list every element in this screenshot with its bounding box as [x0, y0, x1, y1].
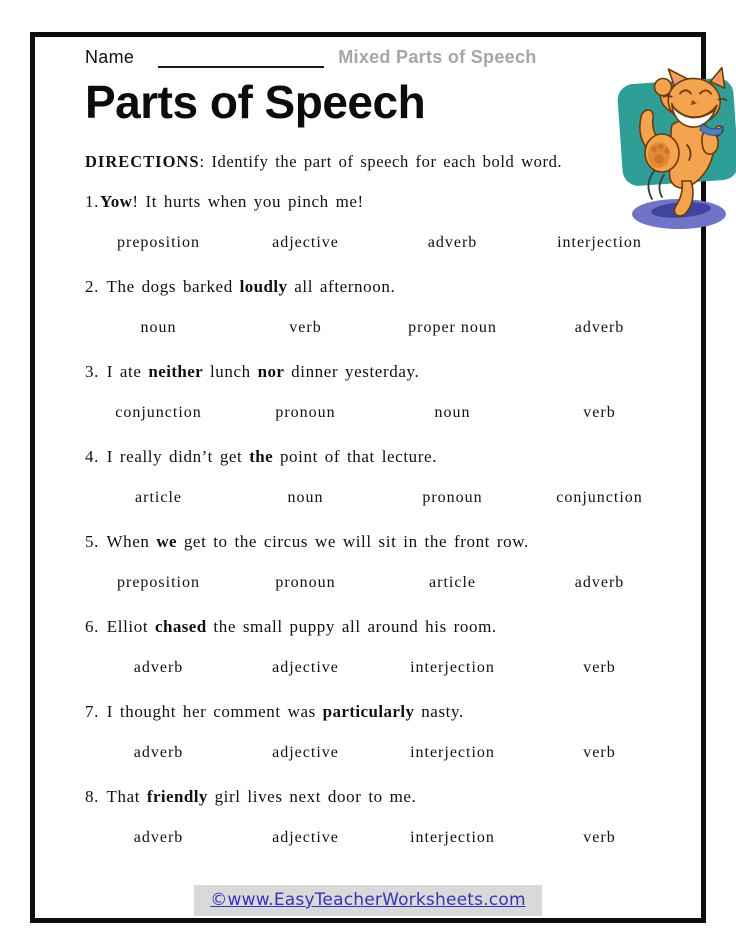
question-number: 3. [85, 362, 99, 381]
answer-option[interactable]: pronoun [422, 489, 483, 506]
answer-option[interactable]: verb [583, 829, 616, 846]
question-text: That friendly girl lives next door to me. [99, 787, 417, 806]
answer-option[interactable]: interjection [410, 744, 495, 761]
footer [35, 885, 701, 916]
answer-option[interactable]: article [135, 489, 182, 506]
answer-option[interactable]: preposition [117, 574, 200, 591]
answer-options [85, 319, 673, 337]
answer-option[interactable]: interjection [557, 234, 642, 251]
question-number: 1. [85, 192, 99, 211]
answer-option[interactable]: pronoun [275, 404, 336, 421]
worksheet-subtitle: Mixed Parts of Speech [338, 47, 537, 67]
answer-option[interactable]: adverb [574, 319, 625, 336]
question-block [85, 362, 673, 447]
answer-option[interactable]: proper noun [408, 319, 497, 336]
question-text: I ate neither lunch nor dinner yesterday. [99, 362, 420, 381]
question-number: 4. [85, 447, 99, 466]
answer-option[interactable]: pronoun [275, 574, 336, 591]
answer-option[interactable]: verb [583, 404, 616, 421]
header-row [85, 47, 681, 68]
question-number: 7. [85, 702, 99, 721]
directions-label: DIRECTIONS [85, 152, 200, 171]
answer-option[interactable]: adverb [133, 829, 184, 846]
answer-option[interactable]: conjunction [115, 404, 202, 421]
question-sentence [85, 532, 673, 552]
jumping-cat-illustration [608, 65, 736, 237]
answer-option[interactable]: adverb [574, 574, 625, 591]
question-block [85, 192, 673, 277]
answer-options [85, 234, 673, 252]
answer-option[interactable]: adjective [272, 744, 339, 761]
answer-option[interactable]: adverb [427, 234, 478, 251]
question-sentence [85, 362, 673, 382]
question-sentence [85, 447, 673, 467]
question-text: The dogs barked loudly all afternoon. [99, 277, 396, 296]
answer-option[interactable]: interjection [410, 659, 495, 676]
footer-link[interactable]: ©www.EasyTeacherWorksheets.com [210, 890, 526, 910]
directions-line [85, 152, 585, 172]
directions-text: : Identify the part of speech for each bold word. [199, 152, 563, 171]
question-text: Elliot chased the small puppy all around his room. [99, 617, 497, 636]
answer-options [85, 404, 673, 422]
question-sentence [85, 787, 673, 807]
answer-options [85, 574, 673, 592]
answer-options [85, 659, 673, 677]
answer-options [85, 829, 673, 847]
name-input-line[interactable] [158, 48, 324, 68]
questions-list [85, 192, 673, 872]
question-text: Yow! It hurts when you pinch me! [99, 192, 364, 211]
answer-option[interactable]: noun [140, 319, 177, 336]
page-title: Parts of Speech [85, 76, 426, 128]
question-text: I thought her comment was particularly nasty. [99, 702, 464, 721]
answer-option[interactable]: interjection [410, 829, 495, 846]
answer-option[interactable]: adverb [133, 744, 184, 761]
answer-option[interactable]: preposition [117, 234, 200, 251]
answer-option[interactable]: verb [289, 319, 322, 336]
question-sentence [85, 277, 673, 297]
question-text: I really didn’t get the point of that lecture. [99, 447, 438, 466]
answer-option[interactable]: noun [287, 489, 324, 506]
question-block [85, 447, 673, 532]
question-number: 6. [85, 617, 99, 636]
question-block [85, 277, 673, 362]
answer-option[interactable]: adverb [133, 659, 184, 676]
answer-option[interactable]: verb [583, 659, 616, 676]
question-block [85, 617, 673, 702]
question-sentence [85, 192, 673, 212]
answer-option[interactable]: verb [583, 744, 616, 761]
question-number: 2. [85, 277, 99, 296]
answer-option[interactable]: adjective [272, 659, 339, 676]
footer-highlight [194, 885, 541, 916]
answer-option[interactable]: noun [434, 404, 471, 421]
answer-option[interactable]: article [429, 574, 476, 591]
question-number: 5. [85, 532, 99, 551]
question-block [85, 532, 673, 617]
question-sentence [85, 617, 673, 637]
answer-option[interactable]: adjective [272, 829, 339, 846]
question-number: 8. [85, 787, 99, 806]
answer-option[interactable]: conjunction [556, 489, 643, 506]
answer-options [85, 489, 673, 507]
question-block [85, 787, 673, 872]
worksheet-page [30, 32, 706, 923]
answer-options [85, 744, 673, 762]
name-label: Name [85, 47, 135, 67]
question-text: When we get to the circus we will sit in the front row. [99, 532, 529, 551]
question-block [85, 702, 673, 787]
question-sentence [85, 702, 673, 722]
answer-option[interactable]: adjective [272, 234, 339, 251]
